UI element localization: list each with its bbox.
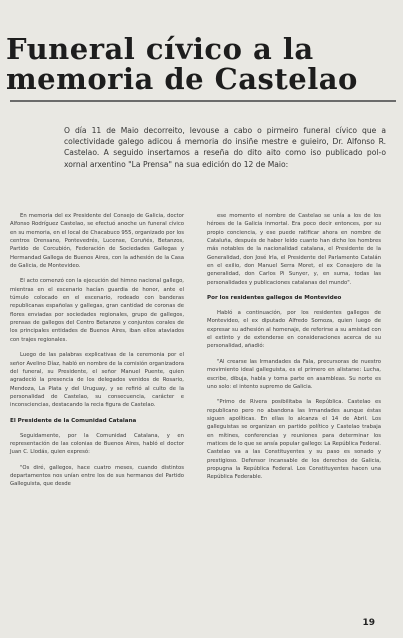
section-heading: El Presidente de la Comunidad Catalana xyxy=(10,417,137,424)
page-number: 19 xyxy=(362,618,375,628)
paragraph: Luego de las palabras explicativas de la ceremonia por el señor Avelino Díaz, habló en nombre de la comisión organizadora del funeral, su Presidente, el señor Manuel Puente, quien agradeció la presencia de los delegados venidos de Rosario, Mendoza, La Plata y del Uruguay, y se refirió al culto de la personalidad de Castelao, su consecuencia, carácter e inconsciencias, destacando la recia figura de Castelao. xyxy=(10,352,184,409)
article-intro: O día 11 de Maio decorreito, levouse a cabo o pirmeiro funeral cívico que a colectividade galego adicou á memoria do insiñe mestre e guieiro, Dr. Alfonso R. Castelao. A seguido insertamos a reseña do dito aito como iso publicado pol-o xornal arxentino "La Prensa" na sua edición do 12 de Maio: xyxy=(64,126,386,169)
title-underline xyxy=(10,100,396,102)
paragraph: Seguidamente, por la Comunidad Catalana, y en representación de las colonias de Buenos Aires, habló el doctor Juan C. Llodás, quien expresó: xyxy=(10,432,184,456)
paragraph: El acto comenzó con la ejecución del himno nacional gallego, mientras en el escenario hacían guardia de honor, ante el túmulo colocado en el escenario, rodeado con banderas republicanas españolas y gallegas, gran cantidad de coronas de flores enviadas por sociedades regionales, grupo de gallegos, prensas de gallegos del Centro Betanzos y conjuntos corales de los principales entidades de Buenos Aires, iban ellos ataviados con trajes regionales. xyxy=(10,278,184,343)
paragraph: "Al crearse las Irmandades da Fala, precursoras de nuestro movimiento ideal galleguista, es el primero en alistarse: Lucha, escribe, dibuja, habla y toma parte en asambleas. Su norte es uno solo: el intento supremo de Galicia. xyxy=(207,358,381,390)
title-line-1: Funeral cívico a la xyxy=(6,32,314,66)
section-heading: Por los residentes gallegos de Montevideo xyxy=(207,295,342,302)
title-line-2: memoria de Castelao xyxy=(6,62,358,96)
paragraph: ese momento el nombre de Castelao se unía a los de los héroes de la Galicia inmortal. Era poco decir entonces, por su propio conciencia, y ese puede ratificar ahora en nombre de Cataluña, después de haber leído cuanto han dicho los hombres más notables de la nacionalidad catalana, el Presidente de la Generalidad, don José Irla, el Presidente del Parlamento Catalán en el exilio, don Manuel Serra Moret, el ex Consejero de la generalidad, don Carlos Pi Sunyer, y, en suma, todas las personalidades y publicaciones catalanas del mundo". xyxy=(207,213,381,286)
article-title xyxy=(6,34,396,94)
paragraph: En memoria del ex Presidente del Consejo de Galicia, doctor Alfonso Rodríguez Castelao, se efectuó anoche un funeral cívico en su memoria, en el local de Chacabuco 955, organizado por los centros Orensano, Pontevedrés, Lucense, Coruñés, Betanzos, Partido de Corcubión, Federación de Sociedades Gallegas y Hermandad Gallega de Buenos Aires, con la adhesión de la Casa de Galicia, de Montevideo. xyxy=(10,213,184,270)
left-column xyxy=(10,212,184,496)
paragraph: Habló a continuación, por los residentes gallegos de Montevideo, el ex diputado Alfredo Somoza, quien luego de expresar su adhesión al homenaje, de referirse a su amistad con el extinto y de extenderse en consideraciones acerca de su personalidad, añadió: xyxy=(207,310,381,350)
paragraph: "Os diré, gallegos, hace cuatro meses, cuando distintos departamentos nos unían entre los de sus hermanos del Partido Galleguista, que desde xyxy=(10,464,184,488)
right-column xyxy=(207,212,381,489)
paragraph: "Primo de Rivera posibilitaba la República. Castelao es republicano pero no abandona las Irmandades aunque éstas siguen apolíticas. En ellas lo alcanza el 14 de Abril. Los galleguistas se organizan en partido político y Castelao trabaja en mítines, conferencias y reuniones para determinar los matices de lo que se ansía popular gallego: La República Federal. Castelao va a las Constituyentes y su paso es sonado y prestigioso. Defensor incansable de los derechos de Galicia, propugna la República Federal. Los Constituyentes hacen una República Federable. xyxy=(207,399,381,481)
